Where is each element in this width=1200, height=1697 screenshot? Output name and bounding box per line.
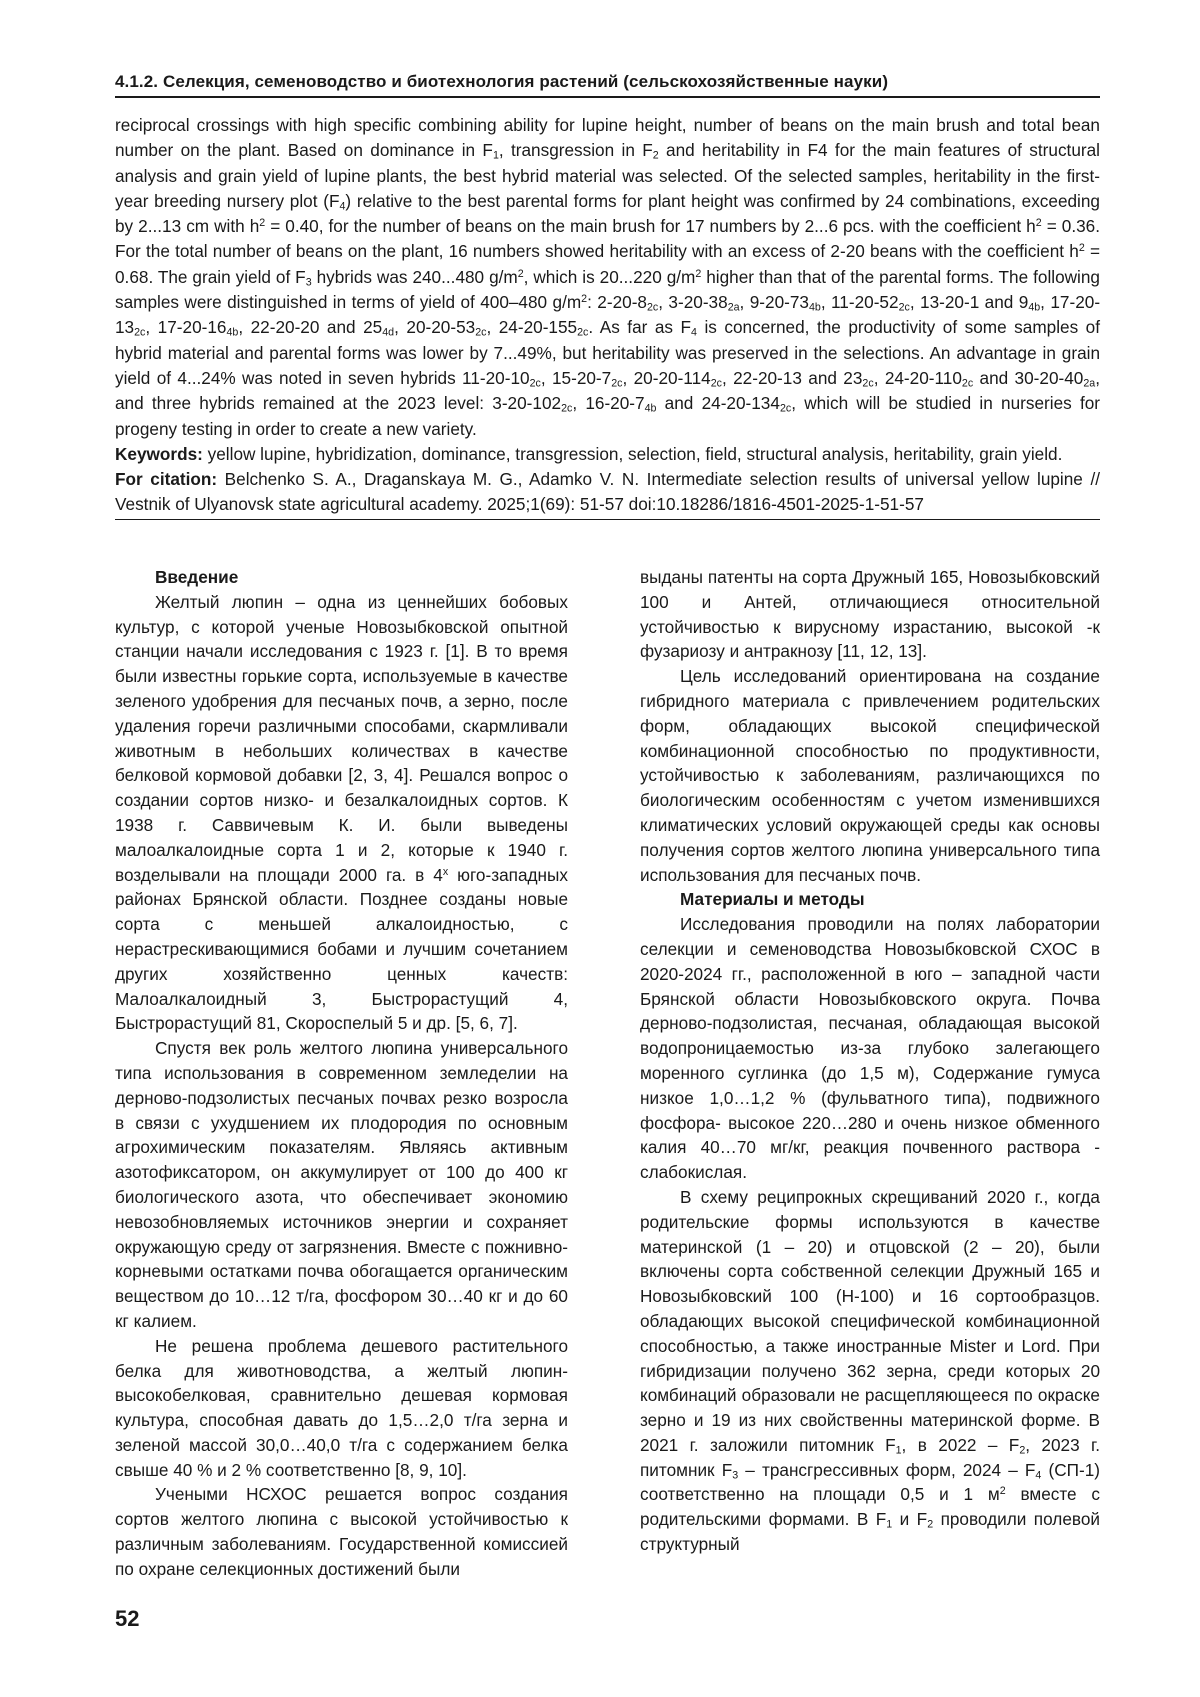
paragraph: выданы патенты на сорта Дружный 165, Новозыбковский 100 и Антей, отличающиеся относительной устойчивостью к вирусному израстанию, высокой -к фузариозу и антракнозу [11, 12, 13]. <box>640 567 1100 662</box>
left-column <box>115 565 568 1582</box>
introduction-heading: Введение <box>155 567 239 587</box>
citation-label: For citation: <box>115 469 218 490</box>
section-title: 4.1.2. Селекция, семеноводство и биотехнология растений (сельскохозяйственные науки) <box>115 72 889 91</box>
paragraph: Не решена проблема дешевого растительного белка для животноводства, а желтый люпин-высокобелковая, сравнительно дешевая кормовая культура, способная давать до 1,5…2,0 т/га зерна и зеленой массой 30,0…40,0 т/га с содержанием белка свыше 40 % и 2 % соответственно [8, 9, 10]. <box>115 1335 568 1480</box>
keywords <box>115 442 1100 467</box>
section-header <box>115 72 1100 98</box>
keywords-text: yellow lupine, hybridization, dominance, transgression, selection, field, structural analysis, heritability, grain yield. <box>202 443 1063 464</box>
paragraph: Цель исследований ориентирована на создание гибридного материала с привлечением родительских форм, обладающих высокой специфической комбинационной способностью по продуктивности, устойчивостью к заболеваниям, различающихся по биологическим особенностям с учетом изменившихся климатических условий окружающей среды как основы получения сортов желтого люпина универсального типа использования для песчаных почв. <box>640 666 1100 885</box>
methods-heading: Материалы и методы <box>680 889 865 910</box>
paragraph: Спустя век роль желтого люпина универсального типа использования в современном земледелии на дерново-подзолистых песчаных почвах резко возросла в связи с ухудшением их плодородия по основным агрохимическим показателям. Являясь активным азотофиксатором, он аккумулирует от 100 до 400 кг биологического азота, что обеспечивает экономию невозобновляемых источников энергии и сохраняет окружающую среду от загрязнения. Вместе с пожнивно-корневыми остатками почва обогащается органическим веществом до 10…12 т/га, фосфором 30…40 кг и до 60 кг калием. <box>115 1038 568 1331</box>
citation <box>115 467 1100 520</box>
abstract-text: reciprocal crossings with high specific combining ability for lupine height, number of beans on the main brush and total bean number on the plant. Based on dominance in $F_1$, transgression in $F_2$ and heritability in F4 for the main features of structural analysis and grain yield of lupine plants, the best hybrid material was selected. Of the selected samples, heritability in the first-year breeding nursery plot $(F_4)$ relative to the best parental forms for plant height was confirmed by 24 combinations, exceeding by 2...13 cm with $h^2 = 0.40$, for the number of beans on the main brush for 17 numbers by 2...6 pcs. with the coefficient $h^2 = 0.36$. For the total number of beans on the plant, 16 numbers showed heritability with an excess of 2-20 beans with the coefficient $h^2 = 0.68$. The grain yield of $F_3$ hybrids was 240...480 $g/m^2$, which is 20...220 $g/m^2$ higher than that of the parental forms. The following samples were distinguished in terms of yield of 400–480 $g/m^2$: $2-20-8_{2c}$, $3-20-38_{2a}$, $9-20-73_{4b}$, $11-20-52_{2c}$, 13-20-1 and $9_{4b}$, $17-20-13_{2c}$, $17-20-16_{4b}$, 22-20-20 and $25_{4d}$, $20-20-53_{2c}$, $24-20-155_{2c}$. As far as $F_4$ is concerned, the productivity of some samples of hybrid material and parental forms was lower by 7...49%, but heritability was preserved in the selections. An advantage in grain yield of 4...24% was noted in seven hybrids $11-20-10_{2c}$, $15-20-7_{2c}$, $20-20-114_{2c}$, 22-20-13 and $23_{2c}$, $24-20-110_{2c}$ and $30-20-40_{2a}$, and three hybrids remained at the 2023 level: $3-20-102_{2c}$, $16-20-7_{4b}$ and $24-20-134_{2c}$, which will be studied in nurseries for progeny testing in order to create a new variety. <box>115 115 1101 439</box>
citation-text: Belchenko S. A., Draganskaya M. G., Adamko V. N. Intermediate selection results of universal yellow lupine // Vestnik of Ulyanovsk state agricultural academy. 2025;1(69): 51-57 doi:10.18286/1816-4501-2025-1-51-57 <box>115 469 1100 515</box>
paragraph: Желтый люпин – одна из ценнейших бобовых культур, с которой ученые Новозыбковской опытной станции начали исследования с 1923 г. [1]. В то время были известны горькие сорта, используемые в качестве зеленого удобрения для песчаных почв, а зерно, после удаления горечи различными способами, скармливали животным в небольших количествах в качестве белковой кормовой добавки [2, 3, 4]. Решался вопрос о создании сортов низко- и безалкалоидных сортов. К 1938 г. Саввичевым К. И. были выведены малоалкалоидные сорта 1 и 2, которые к 1940 г. возделывали на площади 2000 га. в $4^х$ юго-западных районах Брянской области. Позднее созданы новые сорта с меньшей алкалоидностью, с нерастрескивающимися бобами и лучшим сочетанием других хозяйственно ценных качеств: Малоалкалоидный 3, Быстрорастущий 4, Быстрорастущий 81, Скороспелый 5 и др. [5, 6, 7]. <box>115 591 568 1034</box>
paragraph: Исследования проводили на полях лаборатории селекции и семеноводства Новозыбковской СХОС в 2020-2024 гг., расположенной в юго – западной части Брянской области Новозыбковского округа. Почва дерново-подзолистая, песчаная, обладающая высокой водопроницаемостью из-за глубоко залегающего моренного суглинка (до 1,5 м), Содержание гумуса низкое 1,0…1,2 % (фульватного типа), подвижного фосфора- высокое 220…280 и очень низкое обменного калия 40…70 мг/кг, реакция почвенного раствора - слабокислая. <box>640 914 1100 1183</box>
keywords-label: Keywords: <box>115 443 203 464</box>
paragraph: Учеными НСХОС решается вопрос создания сортов желтого люпина с высокой устойчивостью к различным заболеваниям. Государственной комиссией по охране селекционных достижений были <box>115 1484 568 1579</box>
abstract <box>115 113 1100 520</box>
right-column <box>640 565 1100 1557</box>
paragraph: В схему реципрокных скрещиваний 2020 г., когда родительские формы используются в качестве материнской (1 – 20) и отцовской (2 – 20), были включены сорта собственной селекции Дружный 165 и Новозыбковский 100 (Н-100) и 16 сортообразцов. обладающих высокой специфической комбинационной способностью, а также иностранные Mister и Lord. При гибридизации получено 362 зерна, среди которых 20 комбинаций образовали не расщепляющееся по окраске зерно и 19 из них свойственны материнской форме. В 2021 г. заложили питомник $F_1$, в $2022 - F_2$, 2023 г. питомник $F_3$ – трансгрессивных форм, $2024 - F_4$ (СП-1) соответственно на площади 0,5 и 1 $м^2$ вместе с родительскими формами. В $F_1$ и $F_2$ проводили полевой структурный <box>640 1186 1100 1555</box>
page-number: 52 <box>115 1606 140 1631</box>
